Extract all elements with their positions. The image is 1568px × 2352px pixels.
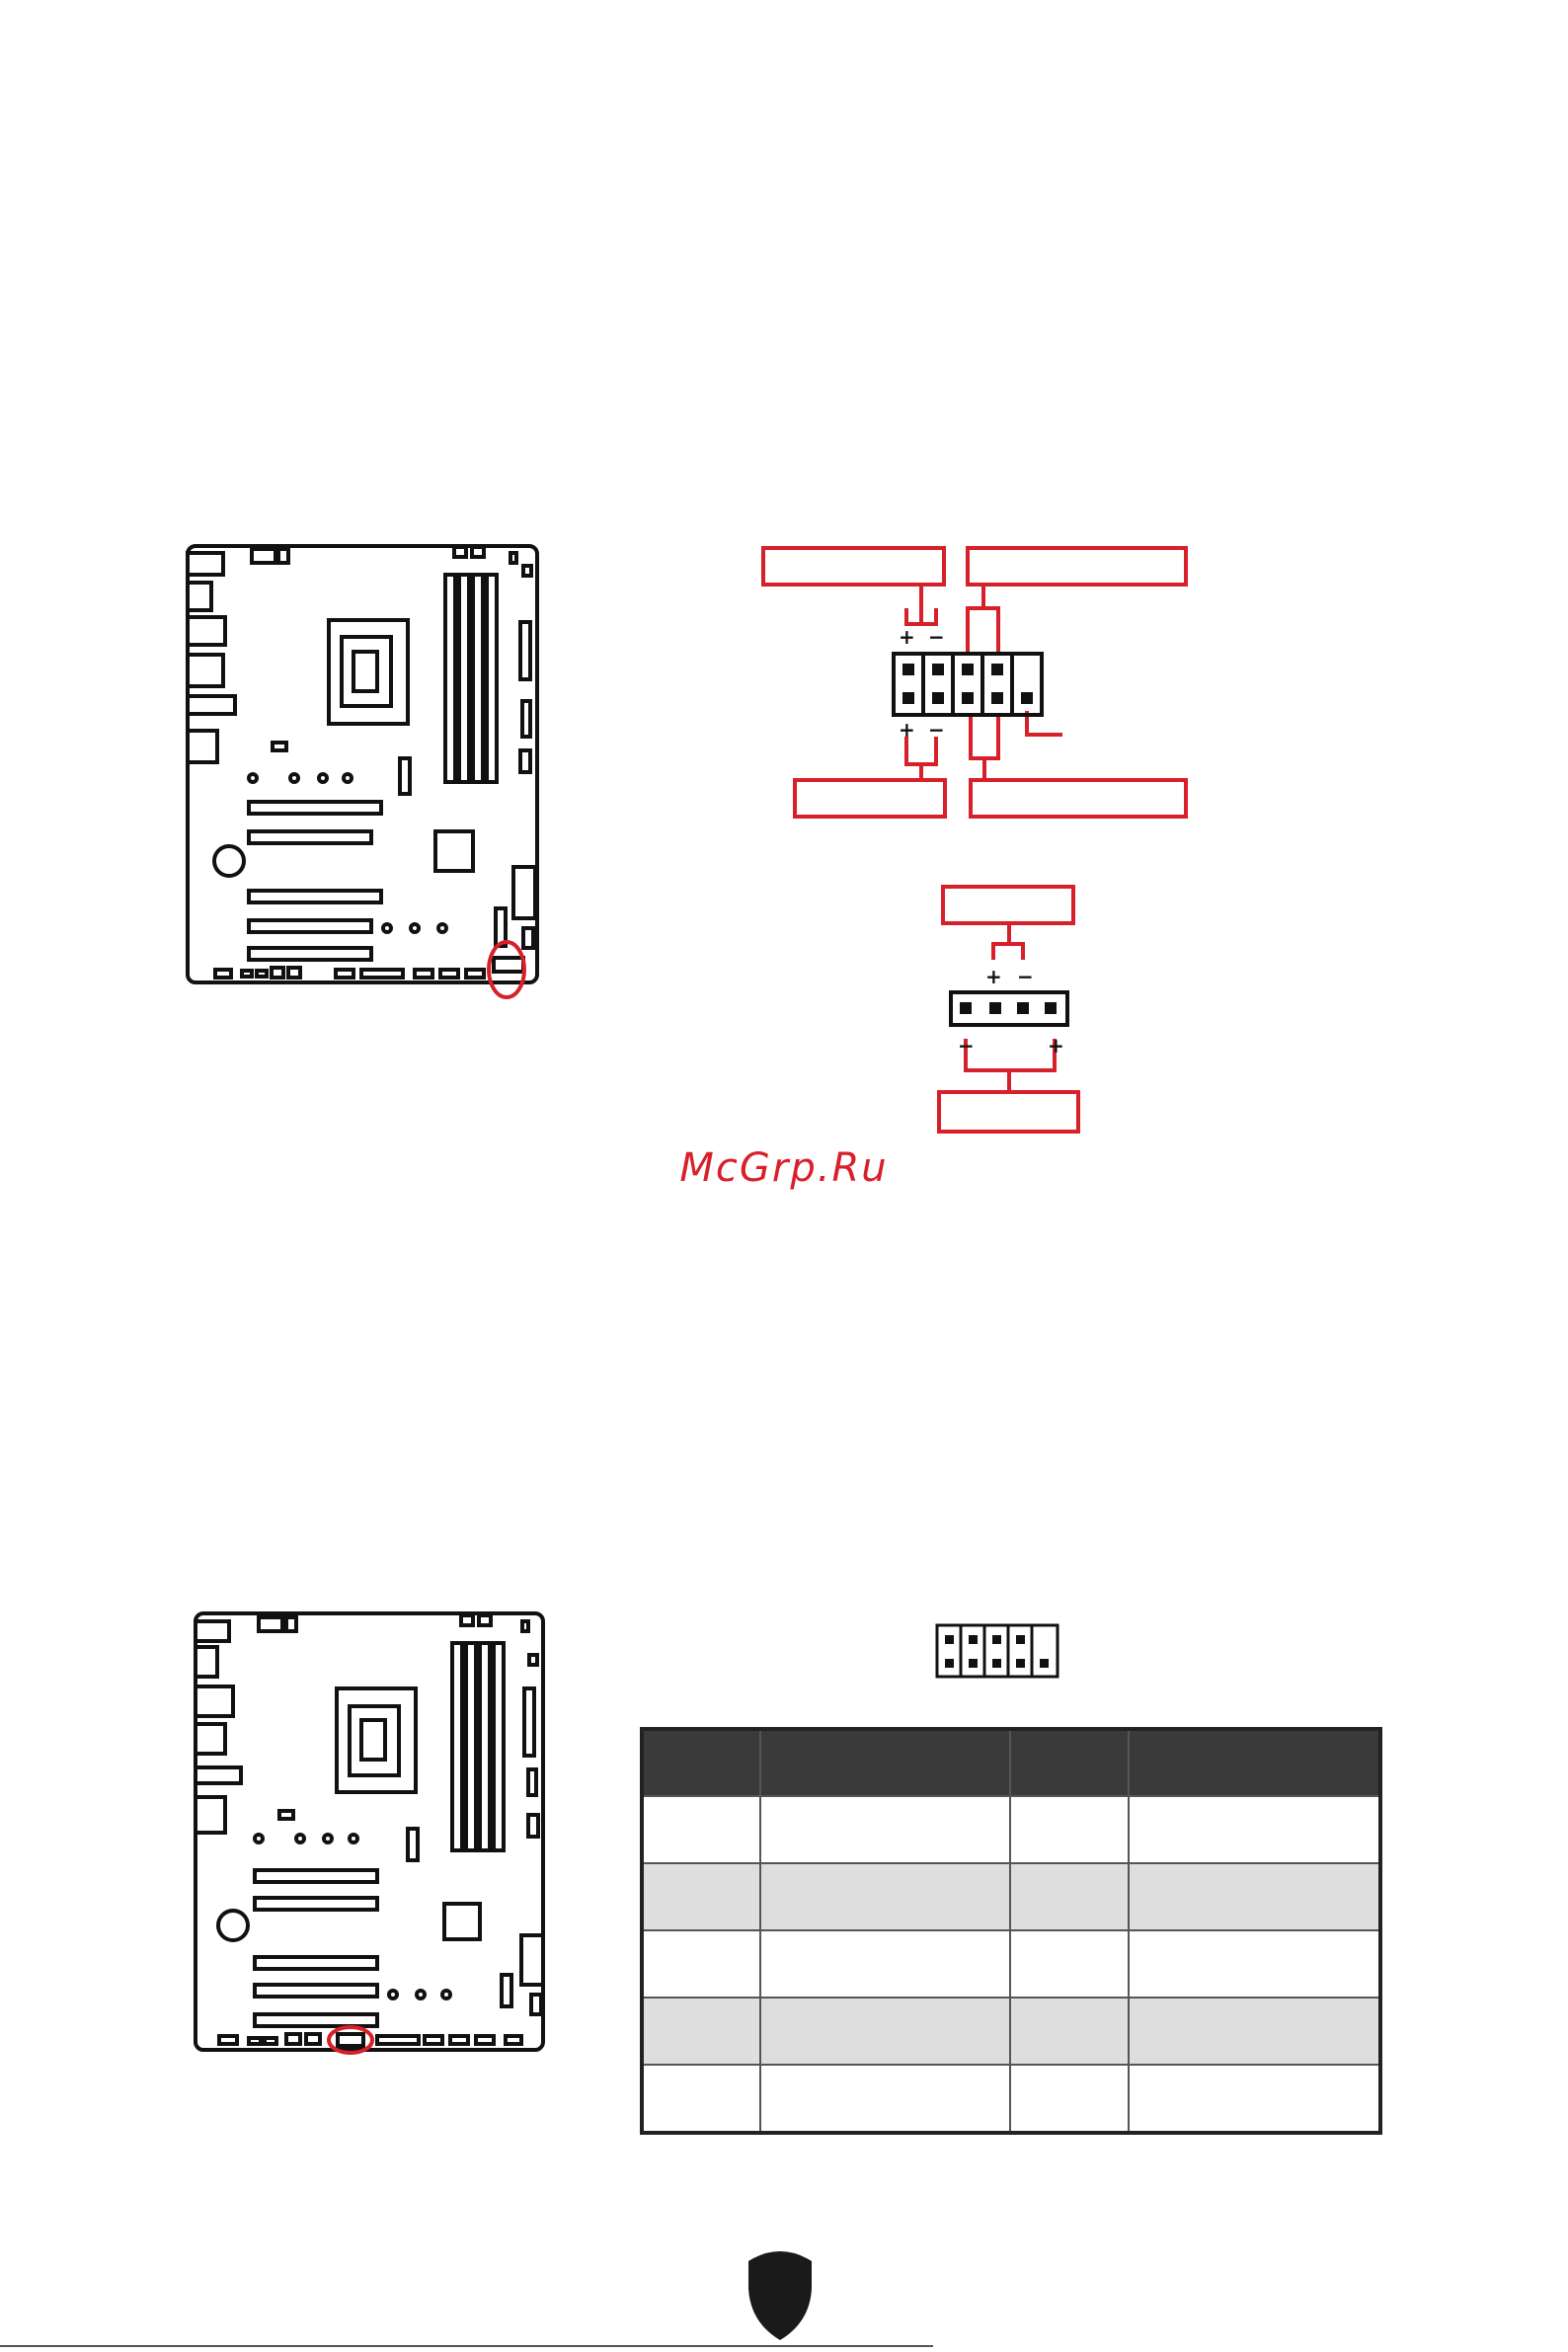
table-cell bbox=[1010, 1863, 1129, 1930]
table-row bbox=[642, 1796, 1380, 1863]
plus-sign: + bbox=[899, 625, 915, 649]
table-cell bbox=[760, 2065, 1010, 2133]
plus-sign: + bbox=[985, 965, 1002, 988]
minus-sign: − bbox=[1017, 965, 1034, 988]
table-cell bbox=[642, 1998, 760, 2065]
table-cell bbox=[760, 1930, 1010, 1998]
minus-sign: − bbox=[928, 625, 945, 649]
table-header-cell bbox=[642, 1729, 760, 1796]
table-header-cell bbox=[1129, 1729, 1380, 1796]
watermark-text: McGrp.Ru bbox=[679, 1145, 889, 1191]
table-cell bbox=[760, 1863, 1010, 1930]
minus-sign: − bbox=[928, 718, 945, 742]
table-cell bbox=[1129, 1863, 1380, 1930]
table-cell bbox=[1010, 1998, 1129, 2065]
table-cell bbox=[1129, 2065, 1380, 2133]
table-row bbox=[642, 1930, 1380, 1998]
table-cell bbox=[642, 2065, 760, 2133]
pin-definition-table bbox=[640, 1727, 1382, 2135]
table-cell bbox=[1129, 1930, 1380, 1998]
table-row bbox=[642, 1998, 1380, 2065]
plus-sign: + bbox=[1048, 1034, 1064, 1058]
table-header-row bbox=[642, 1729, 1380, 1796]
table-cell bbox=[1010, 1796, 1129, 1863]
table-header-cell bbox=[760, 1729, 1010, 1796]
table-cell bbox=[642, 1930, 760, 1998]
minus-sign: − bbox=[958, 1034, 975, 1058]
page-footer-rule bbox=[0, 2345, 933, 2347]
table-cell bbox=[1010, 1930, 1129, 1998]
table-cell bbox=[642, 1796, 760, 1863]
table-cell bbox=[1129, 1796, 1380, 1863]
table-cell bbox=[1129, 1998, 1380, 2065]
table-cell bbox=[642, 1863, 760, 1930]
table-cell bbox=[760, 1998, 1010, 2065]
table-row bbox=[642, 2065, 1380, 2133]
table-cell bbox=[1010, 2065, 1129, 2133]
table-header-cell bbox=[1010, 1729, 1129, 1796]
table-cell bbox=[760, 1796, 1010, 1863]
table-row bbox=[642, 1863, 1380, 1930]
plus-sign: + bbox=[899, 718, 915, 742]
